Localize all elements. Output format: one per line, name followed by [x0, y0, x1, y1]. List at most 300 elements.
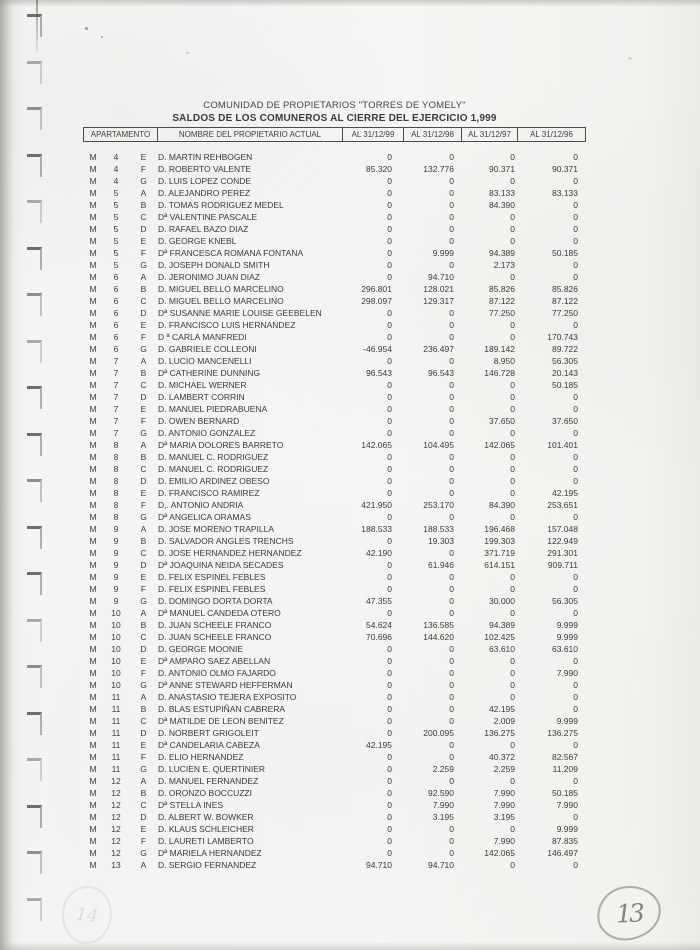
balance-1997-cell: 0	[510, 392, 515, 402]
balance-1997-cell: 0	[510, 224, 515, 234]
binding-hole-mark	[27, 851, 42, 874]
ink-speck-icon	[628, 57, 632, 60]
apartment-floor-cell: 8	[113, 440, 119, 450]
apartment-block-cell: M	[89, 608, 97, 618]
table-row	[83, 415, 586, 427]
balance-1998-cell: 144.620	[423, 632, 454, 642]
balance-1996-cell: 0	[573, 608, 578, 618]
table-row	[83, 511, 586, 523]
balance-1997-cell: 94.389	[489, 248, 515, 258]
binding-hole-mark	[27, 526, 42, 549]
balance-1996-cell: 0	[573, 428, 578, 438]
apartment-block-cell: M	[89, 152, 97, 162]
table-row	[83, 175, 586, 187]
apartment-floor-cell: 9	[113, 572, 119, 582]
table-row	[83, 151, 586, 163]
binding-hole-mark	[27, 386, 42, 409]
balance-1998-cell: 0	[449, 404, 454, 414]
apartment-letter-cell: E	[140, 740, 147, 750]
scan-edge-top	[0, 0, 700, 7]
balance-1999-cell: 0	[387, 800, 392, 810]
balance-1996-cell: 291.301	[547, 548, 578, 558]
owner-name-cell: D. MIGUEL BELLO MARCELINO	[158, 296, 284, 306]
balance-1996-cell: 0	[573, 464, 578, 474]
apartment-letter-cell: A	[140, 272, 147, 282]
binding-holes	[27, 0, 57, 950]
table-row	[83, 847, 586, 859]
balance-1998-cell: 128.021	[423, 284, 454, 294]
balance-1997-cell: 63.610	[489, 644, 515, 654]
apartment-block-cell: M	[89, 536, 97, 546]
binding-hole-mark	[27, 479, 42, 502]
balance-1999-cell: 0	[387, 788, 392, 798]
owner-name-cell: D. MARTIN REHBOGEN	[158, 152, 253, 162]
apartment-floor-cell: 10	[111, 608, 121, 618]
balance-1997-cell: 0	[510, 212, 515, 222]
table-row	[83, 811, 586, 823]
table-row	[83, 739, 586, 751]
balance-1997-cell: 0	[510, 452, 515, 462]
balance-1997-cell: 0	[510, 584, 515, 594]
owner-name-cell: D. RAFAEL BAZO DIAZ	[158, 224, 249, 234]
apartment-floor-cell: 12	[111, 776, 121, 786]
apartment-floor-cell: 10	[111, 644, 121, 654]
balance-1996-cell: 50.185	[552, 380, 578, 390]
balance-1996-cell: 0	[573, 812, 578, 822]
apartment-letter-cell: B	[140, 704, 147, 714]
apartment-block-cell: M	[89, 392, 97, 402]
table-row	[83, 787, 586, 799]
apartment-block-cell: M	[89, 260, 97, 270]
apartment-floor-cell: 12	[111, 848, 121, 858]
balance-1997-cell: 7.990	[493, 836, 515, 846]
balance-1996-cell: 101.401	[547, 440, 578, 450]
binding-hole-mark	[27, 61, 42, 84]
balance-1996-cell: 0	[573, 260, 578, 270]
table-row	[83, 655, 586, 667]
balance-1997-cell: 0	[510, 740, 515, 750]
apartment-block-cell: M	[89, 632, 97, 642]
balance-1996-cell: 136.275	[547, 728, 578, 738]
apartment-floor-cell: 5	[113, 260, 119, 270]
balance-1999-cell: 0	[387, 464, 392, 474]
table-row	[83, 319, 586, 331]
apartment-block-cell: M	[89, 584, 97, 594]
table-row	[83, 595, 586, 607]
apartment-floor-cell: 4	[113, 152, 119, 162]
apartment-floor-cell: 5	[113, 224, 119, 234]
balance-1999-cell: 0	[387, 512, 392, 522]
document-body	[83, 100, 586, 871]
apartment-floor-cell: 7	[113, 404, 119, 414]
balance-1998-cell: 0	[449, 392, 454, 402]
apartment-letter-cell: E	[140, 572, 147, 582]
balance-1999-cell: 0	[387, 416, 392, 426]
apartment-block-cell: M	[89, 188, 97, 198]
column-header-1997: AL 31/12/97	[461, 127, 518, 142]
owner-name-cell: Dª MANUEL CANDEDA OTERO	[158, 608, 281, 618]
table-row	[83, 391, 586, 403]
apartment-letter-cell: B	[140, 368, 147, 378]
balance-1996-cell: 0	[573, 452, 578, 462]
balance-1997-cell: 84.390	[489, 500, 515, 510]
balance-1998-cell: 132.776	[423, 164, 454, 174]
apartment-block-cell: M	[89, 824, 97, 834]
balance-1997-cell: 0	[510, 152, 515, 162]
apartment-block-cell: M	[89, 308, 97, 318]
apartment-letter-cell: G	[140, 344, 147, 354]
binding-hole-mark	[27, 340, 42, 363]
balance-1997-cell: 30.000	[489, 596, 515, 606]
table-row	[83, 295, 586, 307]
apartment-block-cell: M	[89, 812, 97, 822]
balance-1996-cell: 0	[573, 392, 578, 402]
table-row	[83, 727, 586, 739]
table-row	[83, 571, 586, 583]
balance-1996-cell: 0	[573, 860, 578, 870]
balance-1996-cell: 0	[573, 236, 578, 246]
balance-1996-cell: 85.826	[552, 284, 578, 294]
balance-1999-cell: 0	[387, 668, 392, 678]
apartment-block-cell: M	[89, 836, 97, 846]
balance-1999-cell: 421.950	[361, 500, 392, 510]
balance-1999-cell: 0	[387, 680, 392, 690]
apartment-letter-cell: A	[140, 524, 147, 534]
balance-1997-cell: 0	[510, 572, 515, 582]
apartment-block-cell: M	[89, 572, 97, 582]
owner-name-cell: D. FRANCISCO RAMIREZ	[158, 488, 260, 498]
apartment-block-cell: M	[89, 236, 97, 246]
binding-hole-mark	[27, 758, 42, 781]
balance-1996-cell: 42.195	[552, 488, 578, 498]
apartment-letter-cell: C	[140, 632, 147, 642]
apartment-floor-cell: 9	[113, 548, 119, 558]
apartment-letter-cell: F	[140, 752, 147, 762]
balance-1997-cell: 8.950	[493, 356, 515, 366]
apartment-block-cell: M	[89, 320, 97, 330]
table-row	[83, 283, 586, 295]
balance-1998-cell: 19.303	[428, 536, 454, 546]
balance-1999-cell: 188.533	[361, 524, 392, 534]
balance-1999-cell: 0	[387, 476, 392, 486]
apartment-letter-cell: A	[140, 692, 147, 702]
balance-1999-cell: 0	[387, 392, 392, 402]
balance-1999-cell: 0	[387, 728, 392, 738]
table-row	[83, 223, 586, 235]
balance-1999-cell: 0	[387, 428, 392, 438]
owner-name-cell: D. LUIS LOPEZ CONDE	[158, 176, 252, 186]
apartment-floor-cell: 9	[113, 584, 119, 594]
balance-1999-cell: 296.801	[361, 284, 392, 294]
balance-1997-cell: 42.195	[489, 704, 515, 714]
apartment-letter-cell: G	[140, 680, 147, 690]
owner-name-cell: D. OWEN BERNARD	[158, 416, 240, 426]
owner-name-cell: Dª ANNE STEWARD HEFFERMAN	[158, 680, 293, 690]
apartment-floor-cell: 4	[113, 164, 119, 174]
balance-1997-cell: 84.390	[489, 200, 515, 210]
apartment-letter-cell: A	[140, 776, 147, 786]
balance-1996-cell: 56.305	[552, 356, 578, 366]
balance-1997-cell: 2.009	[493, 716, 515, 726]
owner-name-cell: Dª JOAQUINA NEIDA SECADES	[158, 560, 284, 570]
balance-1997-cell: 85.826	[489, 284, 515, 294]
apartment-block-cell: M	[89, 416, 97, 426]
owner-name-cell: Dª MATILDE DE LEON BENITEZ	[158, 716, 284, 726]
owner-name-cell: D. GEORGE MOONIE	[158, 644, 244, 654]
balance-1996-cell: 63.610	[552, 644, 578, 654]
owner-name-cell: D ª CARLA MANFREDI	[158, 332, 247, 342]
balance-1999-cell: 0	[387, 584, 392, 594]
apartment-floor-cell: 6	[113, 320, 119, 330]
balance-1997-cell: 0	[510, 428, 515, 438]
apartment-letter-cell: F	[140, 500, 147, 510]
apartment-floor-cell: 6	[113, 332, 119, 342]
apartment-block-cell: M	[89, 680, 97, 690]
balance-1997-cell: 2.259	[493, 764, 515, 774]
balance-1997-cell: 0	[510, 380, 515, 390]
apartment-letter-cell: C	[140, 296, 147, 306]
apartment-block-cell: M	[89, 596, 97, 606]
binding-hole-mark	[27, 433, 42, 456]
owner-name-cell: D. GABRIELE COLLEONI	[158, 344, 257, 354]
table-row	[83, 619, 586, 631]
table-header-row	[83, 127, 586, 142]
apartment-letter-cell: E	[140, 488, 147, 498]
balance-1999-cell: 42.190	[366, 548, 392, 558]
table-row	[83, 835, 586, 847]
balance-1998-cell: 0	[449, 320, 454, 330]
balance-1999-cell: 0	[387, 212, 392, 222]
balance-1997-cell: 0	[510, 476, 515, 486]
binding-hole-mark	[27, 200, 42, 223]
balance-1996-cell: 0	[573, 512, 578, 522]
balance-1996-cell: 0	[573, 200, 578, 210]
balance-1996-cell: 909.711	[547, 560, 578, 570]
table-row	[83, 199, 586, 211]
balance-1996-cell: 9.999	[556, 716, 578, 726]
balance-1999-cell: 0	[387, 248, 392, 258]
apartment-letter-cell: D	[140, 560, 147, 570]
apartment-block-cell: M	[89, 728, 97, 738]
apartment-floor-cell: 10	[111, 656, 121, 666]
balance-1998-cell: 0	[449, 464, 454, 474]
faint-pencil-mark	[60, 884, 115, 946]
owner-name-cell: D. JUAN SCHEELE FRANCO	[158, 620, 272, 630]
balance-1996-cell: 0	[573, 680, 578, 690]
handwritten-page-number	[594, 882, 664, 943]
balance-1999-cell: 0	[387, 404, 392, 414]
apartment-block-cell: M	[89, 776, 97, 786]
balance-1998-cell: 0	[449, 776, 454, 786]
balance-1998-cell: 0	[449, 416, 454, 426]
owner-name-cell: D. KLAUS SCHLEICHER	[158, 824, 254, 834]
balance-1999-cell: 0	[387, 452, 392, 462]
table-row	[83, 631, 586, 643]
apartment-letter-cell: F	[140, 248, 147, 258]
balance-1996-cell: 0	[573, 224, 578, 234]
balance-1998-cell: 0	[449, 152, 454, 162]
owner-name-cell: D. ANASTASIO TEJERA EXPOSITO	[158, 692, 297, 702]
balance-1999-cell: 42.195	[366, 740, 392, 750]
balance-1997-cell: 0	[510, 272, 515, 282]
balance-1997-cell: 7.990	[493, 788, 515, 798]
table-row	[83, 307, 586, 319]
apartment-letter-cell: G	[140, 848, 147, 858]
balance-1998-cell: 136.585	[423, 620, 454, 630]
balance-1998-cell: 0	[449, 704, 454, 714]
balance-1996-cell: 87.122	[552, 296, 578, 306]
balance-1999-cell: 298.097	[361, 296, 392, 306]
balance-1998-cell: 3.195	[432, 812, 454, 822]
apartment-block-cell: M	[89, 500, 97, 510]
table-row	[83, 271, 586, 283]
balance-1997-cell: 199.303	[484, 536, 515, 546]
apartment-floor-cell: 4	[113, 176, 119, 186]
table-row	[83, 259, 586, 271]
owner-name-cell: D. LUCIO MANCENELLI	[158, 356, 252, 366]
owner-name-cell: D,. ANTONIO ANDRIA	[158, 500, 244, 510]
column-header-1999: AL 31/12/99	[342, 127, 404, 142]
balance-1999-cell: 0	[387, 572, 392, 582]
apartment-floor-cell: 7	[113, 392, 119, 402]
owner-name-cell: D. ANTONIO OLMO FAJARDO	[158, 668, 276, 678]
ink-speck-icon	[85, 27, 88, 30]
apartment-letter-cell: F	[140, 668, 147, 678]
balance-1999-cell: 0	[387, 824, 392, 834]
balance-1996-cell: 37.650	[552, 416, 578, 426]
balance-1999-cell: 0	[387, 152, 392, 162]
apartment-block-cell: M	[89, 296, 97, 306]
owner-name-cell: D. ELIO HERNANDEZ	[158, 752, 244, 762]
balance-1997-cell: 614.151	[484, 560, 515, 570]
balance-1998-cell: 0	[449, 176, 454, 186]
balance-1998-cell: 0	[449, 848, 454, 858]
balance-1996-cell: 0	[573, 152, 578, 162]
balance-1998-cell: 0	[449, 488, 454, 498]
owner-name-cell: D. JUAN SCHEELE FRANCO	[158, 632, 272, 642]
balance-1999-cell: 0	[387, 176, 392, 186]
balance-1999-cell: 70.696	[366, 632, 392, 642]
apartment-block-cell: M	[89, 716, 97, 726]
binding-hole-mark	[27, 665, 42, 688]
apartment-letter-cell: E	[140, 824, 147, 834]
balance-1999-cell: 96.543	[366, 368, 392, 378]
apartment-letter-cell: D	[140, 476, 147, 486]
binding-hole-mark	[27, 712, 42, 735]
balance-1996-cell: 0	[573, 656, 578, 666]
balance-1996-cell: 11.209	[552, 764, 578, 774]
table-row	[83, 355, 586, 367]
apartment-letter-cell: B	[140, 200, 147, 210]
apartment-floor-cell: 10	[111, 632, 121, 642]
apartment-block-cell: M	[89, 452, 97, 462]
table-row	[83, 463, 586, 475]
balance-1998-cell: 200.095	[423, 728, 454, 738]
balance-1996-cell: 0	[573, 776, 578, 786]
balance-1998-cell: 0	[449, 644, 454, 654]
apartment-floor-cell: 12	[111, 824, 121, 834]
apartment-letter-cell: G	[140, 596, 147, 606]
apartment-letter-cell: A	[140, 440, 147, 450]
owner-name-cell: D. FELIX ESPINEL FEBLES	[158, 584, 266, 594]
balance-1999-cell: 0	[387, 812, 392, 822]
owner-name-cell: D. JOSE MORENO TRAPILLA	[158, 524, 275, 534]
balance-1996-cell: 0	[573, 212, 578, 222]
owner-name-cell: D. ORONZO BOCCUZZI	[158, 788, 252, 798]
table-row	[83, 859, 586, 871]
owner-name-cell: D. LAURETI LAMBERTO	[158, 836, 254, 846]
owner-name-cell: Dª MARIA DOLORES BARRETO	[158, 440, 284, 450]
balance-1997-cell: 87.122	[489, 296, 515, 306]
table-row	[83, 607, 586, 619]
table-row	[83, 367, 586, 379]
balance-1999-cell: 142.065	[361, 440, 392, 450]
owner-name-cell: Dª ANGELICA ORAMAS	[158, 512, 251, 522]
apartment-letter-cell: E	[140, 152, 147, 162]
balance-1998-cell: 0	[449, 356, 454, 366]
owner-name-cell: D. LAMBERT CORRIN	[158, 392, 245, 402]
apartment-floor-cell: 10	[111, 680, 121, 690]
table-row	[83, 499, 586, 511]
balance-1997-cell: 189.142	[484, 344, 515, 354]
binding-hole-mark	[27, 247, 42, 270]
balance-1998-cell: 0	[449, 692, 454, 702]
balance-1998-cell: 0	[449, 332, 454, 342]
apartment-floor-cell: 11	[111, 704, 121, 714]
balance-1997-cell: 136.275	[484, 728, 515, 738]
balance-1996-cell: 83.133	[552, 188, 578, 198]
owner-name-cell: D. FELIX ESPINEL FEBLES	[158, 572, 266, 582]
apartment-block-cell: M	[89, 332, 97, 342]
balance-1999-cell: 0	[387, 200, 392, 210]
apartment-floor-cell: 5	[113, 236, 119, 246]
balance-1996-cell: 0	[573, 572, 578, 582]
apartment-block-cell: M	[89, 800, 97, 810]
balance-1998-cell: 0	[449, 476, 454, 486]
balance-1997-cell: 0	[510, 320, 515, 330]
balance-1999-cell: 0	[387, 236, 392, 246]
apartment-floor-cell: 7	[113, 380, 119, 390]
balance-1999-cell: 54.624	[366, 620, 392, 630]
binding-hole-mark	[27, 154, 42, 177]
apartment-floor-cell: 6	[113, 284, 119, 294]
balance-1997-cell: 0	[510, 860, 515, 870]
apartment-floor-cell: 5	[113, 212, 119, 222]
ink-speck-icon	[186, 52, 189, 54]
owner-name-cell: Dª VALENTINE PASCALE	[158, 212, 258, 222]
owner-name-cell: D. MICHAEL WERNER	[158, 380, 247, 390]
apartment-floor-cell: 11	[111, 716, 121, 726]
balance-1999-cell: 0	[387, 764, 392, 774]
apartment-block-cell: M	[89, 764, 97, 774]
balance-1998-cell: 0	[449, 680, 454, 690]
apartment-floor-cell: 7	[113, 368, 119, 378]
balance-1999-cell: 0	[387, 656, 392, 666]
page-number-text: 13	[615, 897, 643, 929]
balance-1999-cell: 47.355	[366, 596, 392, 606]
apartment-block-cell: M	[89, 428, 97, 438]
owner-name-cell: D. TOMAS RODRIGUEZ MEDEL	[158, 200, 284, 210]
apartment-letter-cell: C	[140, 800, 147, 810]
balance-1997-cell: 0	[510, 692, 515, 702]
balance-1998-cell: 61.946	[428, 560, 454, 570]
balance-1996-cell: 146.497	[547, 848, 578, 858]
balance-1997-cell: 142.065	[484, 440, 515, 450]
apartment-floor-cell: 8	[113, 452, 119, 462]
binding-hole-mark	[27, 14, 42, 37]
table-row	[83, 427, 586, 439]
apartment-block-cell: M	[89, 476, 97, 486]
